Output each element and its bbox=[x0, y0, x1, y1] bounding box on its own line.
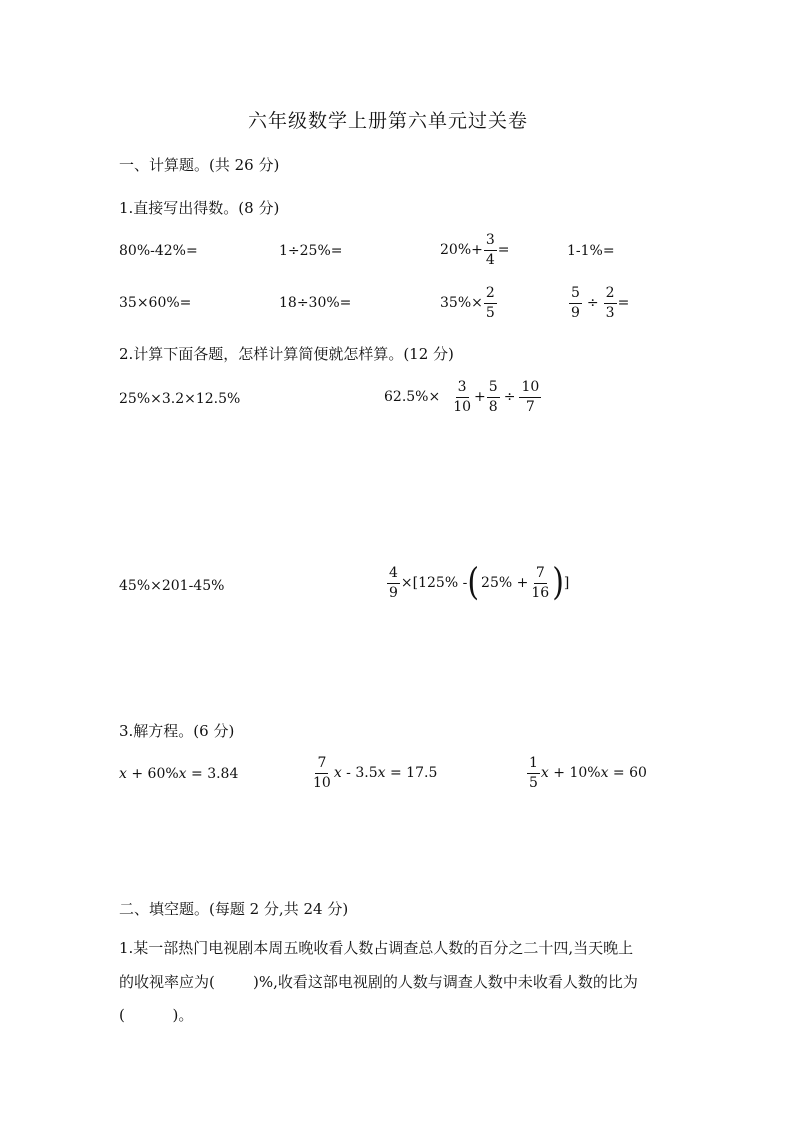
fraction bbox=[451, 380, 473, 414]
q2-item-a: 25%×3.2×12.5% bbox=[119, 391, 241, 407]
fraction bbox=[519, 380, 541, 414]
fill-blank-q1-line3: ( )。 bbox=[119, 1006, 194, 1024]
numerator: 7 bbox=[534, 566, 547, 584]
fill-blank-q1-line2: 的收视率应为( )%,收看这部电视剧的人数与调查人数中未收看人数的比为 bbox=[119, 973, 638, 991]
q1-item-c-prefix: 20%+ bbox=[440, 242, 483, 259]
q1-item-a: 80%-42%= bbox=[119, 243, 198, 259]
equation-rhs: = 17.5 bbox=[385, 765, 438, 782]
q1-item-g-prefix: 35%× bbox=[440, 295, 483, 312]
numerator: 2 bbox=[604, 286, 617, 304]
q3-equation-c bbox=[526, 756, 647, 790]
q2-item-c: 45%×201-45% bbox=[119, 578, 225, 594]
variable-x: x bbox=[178, 766, 187, 782]
q1-item-e: 35×60%= bbox=[119, 295, 192, 311]
page-title: 六年级数学上册第六单元过关卷 bbox=[248, 110, 529, 132]
variable-x: x bbox=[333, 765, 342, 782]
section-1-heading: 一、计算题。(共 26 分) bbox=[119, 156, 280, 174]
numerator: 10 bbox=[519, 380, 541, 398]
q2-item-d-middle: ×[125% - bbox=[400, 575, 468, 592]
equation-rhs: = 3.84 bbox=[186, 766, 239, 782]
question-1-heading: 1.直接写出得数。(8 分) bbox=[119, 199, 280, 217]
denominator: 4 bbox=[485, 251, 495, 268]
denominator: 5 bbox=[485, 304, 495, 321]
fraction bbox=[484, 286, 497, 320]
plus-sign: + bbox=[474, 389, 486, 406]
denominator: 10 bbox=[453, 398, 472, 415]
denominator: 5 bbox=[529, 774, 538, 791]
right-bracket: ] bbox=[563, 575, 570, 592]
fraction bbox=[311, 756, 333, 790]
variable-x: x bbox=[119, 766, 127, 782]
equation-middle: + 60% bbox=[126, 766, 179, 782]
fraction bbox=[604, 286, 617, 320]
denominator: 9 bbox=[389, 584, 398, 601]
denominator: 3 bbox=[605, 304, 615, 321]
question-3-heading: 3.解方程。(6 分) bbox=[119, 722, 235, 740]
denominator: 9 bbox=[571, 304, 580, 321]
section-2-heading: 二、填空题。(每题 2 分,共 24 分) bbox=[119, 900, 349, 918]
equation-middle: - 3.5 bbox=[341, 765, 378, 782]
equation-middle: + 10% bbox=[548, 765, 601, 782]
q1-item-d: 1-1%= bbox=[567, 243, 615, 259]
q2-item-d-inner: 25% + bbox=[481, 575, 529, 592]
q1-item-f: 18÷30%= bbox=[279, 295, 352, 311]
q2-item-b bbox=[384, 380, 542, 414]
fraction bbox=[484, 233, 497, 267]
q1-item-b: 1÷25%= bbox=[279, 243, 343, 259]
numerator: 4 bbox=[387, 566, 400, 584]
q2-item-d bbox=[386, 560, 570, 605]
equals-sign: = bbox=[617, 295, 630, 312]
denominator: 7 bbox=[525, 398, 535, 415]
equation-rhs: = 60 bbox=[608, 765, 647, 782]
fill-blank-q1-line1: 1.某一部热门电视剧本周五晚收看人数占调查总人数的百分之二十四,当天晚上 bbox=[119, 939, 634, 957]
numerator: 5 bbox=[487, 380, 500, 398]
fraction bbox=[527, 756, 540, 790]
fraction bbox=[387, 566, 400, 600]
numerator: 7 bbox=[315, 756, 328, 774]
question-2-heading: 2.计算下面各题，怎样计算简便就怎样算。(12 分) bbox=[119, 345, 454, 363]
q3-equation-a bbox=[119, 766, 238, 782]
q2-item-b-prefix: 62.5%× bbox=[384, 389, 441, 406]
left-paren: ( bbox=[467, 560, 480, 605]
denominator: 8 bbox=[488, 398, 498, 415]
fraction bbox=[569, 286, 582, 320]
divide-sign: ÷ bbox=[586, 295, 599, 312]
right-paren: ) bbox=[552, 560, 564, 605]
divide-sign: ÷ bbox=[503, 389, 516, 406]
variable-x: x bbox=[377, 765, 386, 782]
q1-item-h bbox=[568, 286, 629, 320]
q1-item-c bbox=[440, 233, 510, 267]
numerator: 5 bbox=[569, 286, 582, 304]
variable-x: x bbox=[600, 765, 609, 782]
q3-equation-b bbox=[310, 756, 437, 790]
numerator: 1 bbox=[527, 756, 540, 774]
fraction bbox=[529, 566, 551, 600]
denominator: 10 bbox=[313, 774, 331, 791]
numerator: 3 bbox=[484, 233, 497, 251]
numerator: 2 bbox=[484, 286, 497, 304]
numerator: 3 bbox=[456, 380, 469, 398]
q1-item-g bbox=[440, 286, 498, 320]
equals-sign: = bbox=[497, 242, 510, 259]
fraction bbox=[487, 380, 500, 414]
denominator: 16 bbox=[531, 584, 550, 601]
variable-x: x bbox=[540, 765, 549, 782]
